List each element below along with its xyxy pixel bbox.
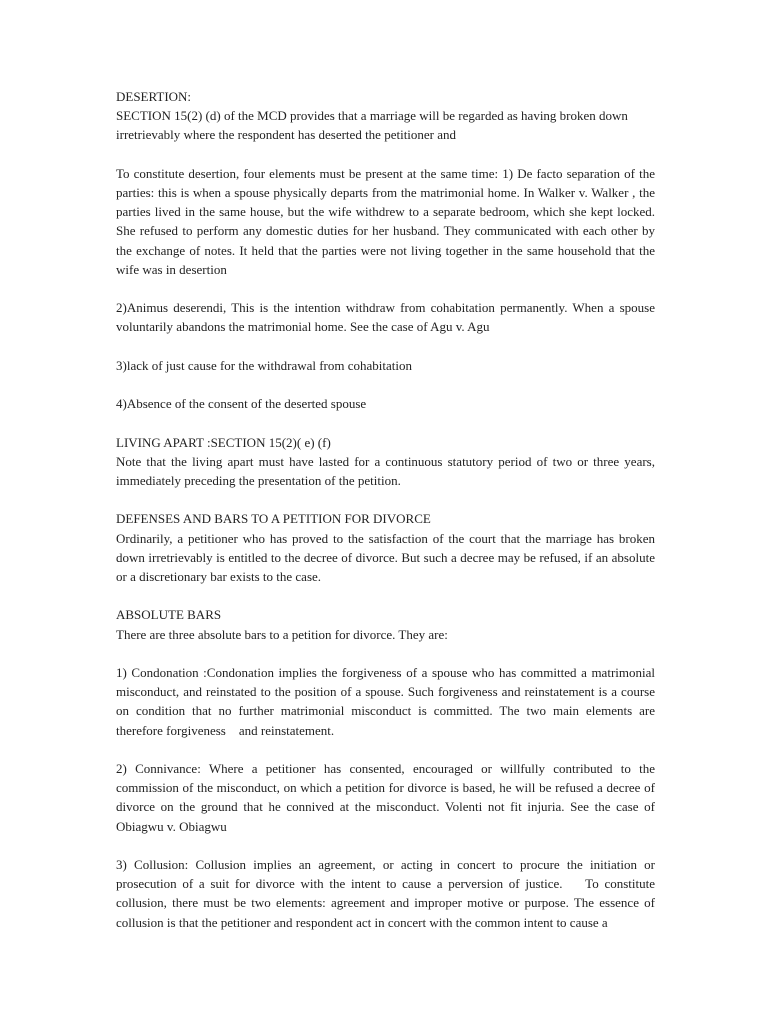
connivance-paragraph: 2) Connivance: Where a petitioner has consented, encouraged or willfully contributed to the commission of the misconduct, on which a petition for divorce is based, he will be refused a decree of divorce on the ground that he connived at the misconduct. Volenti not fit injuria. See the case of Obiagwu v. Obiagwu	[116, 760, 655, 834]
desertion-section	[116, 87, 655, 145]
living-apart-section	[116, 433, 655, 491]
desertion-heading: DESERTION:	[116, 89, 192, 104]
collusion-paragraph: 3) Collusion: Collusion implies an agreement, or acting in concert to procure the initiation or prosecution of a suit for divorce with the intent to cause a perversion of justice. To constitute collusion, there must be two elements: agreement and improper motive or purpose. The essence of collusion is that the petitioner and respondent act in concert with the common intent to cause a	[116, 856, 659, 930]
defenses-body: Ordinarily, a petitioner who has proved to the satisfaction of the court that the marriage has broken down irretrievably is entitled to the decree of divorce. But such a decree may be refused, if an absolute or a discretionary bar exists to the case.	[116, 530, 655, 584]
condonation-paragraph: 1) Condonation :Condonation implies the forgiveness of a spouse who has committed a matrimonial misconduct, and reinstated to the position of a spouse. Such forgiveness and reinstatement is a course on condition that no further matrimonial misconduct is committed. The two main elements are therefore forgiveness and reinstatement.	[116, 664, 659, 738]
desertion-intro: SECTION 15(2) (d) of the MCD provides that a marriage will be regarded as having broken down irretrievably where the respondent has deserted the petitioner and	[116, 108, 628, 143]
living-apart-heading: LIVING APART :SECTION 15(2)( e) (f)	[116, 434, 331, 450]
absolute-bars-intro: There are three absolute bars to a petition for divorce. They are:	[116, 626, 448, 642]
defenses-heading: DEFENSES AND BARS TO A PETITION FOR DIVORCE	[116, 511, 431, 527]
consent-paragraph: 4)Absence of the consent of the deserted spouse	[116, 396, 367, 412]
absolute-bars-section	[116, 605, 655, 643]
document-body	[116, 87, 659, 932]
animus-deserendi-paragraph: 2)Animus deserendi, This is the intention withdraw from cohabitation permanently. When a spouse voluntarily abandons the matrimonial home. See the case of Agu v. Agu	[116, 300, 655, 335]
defenses-section	[116, 509, 655, 586]
absolute-bars-heading: ABSOLUTE BARS	[116, 607, 222, 623]
just-cause-paragraph: 3)lack of just cause for the withdrawal from cohabitation	[116, 357, 413, 373]
desertion-elements-paragraph: To constitute desertion, four elements must be present at the same time: 1) De facto separation of the parties: this is when a spouse physically departs from the matrimonial home. In Walker v. Walker , the parties lived in the same house, but the wife withdrew to a separate bedroom, which she kept locked. She refused to perform any domestic duties for her husband. They communicated with each other by the exchange of notes. It held that the parties were not living together in the same household that the wife was in desertion	[116, 165, 655, 277]
living-apart-body: Note that the living apart must have lasted for a continuous statutory period of two or three years, immediately preceding the presentation of the petition.	[116, 453, 655, 488]
